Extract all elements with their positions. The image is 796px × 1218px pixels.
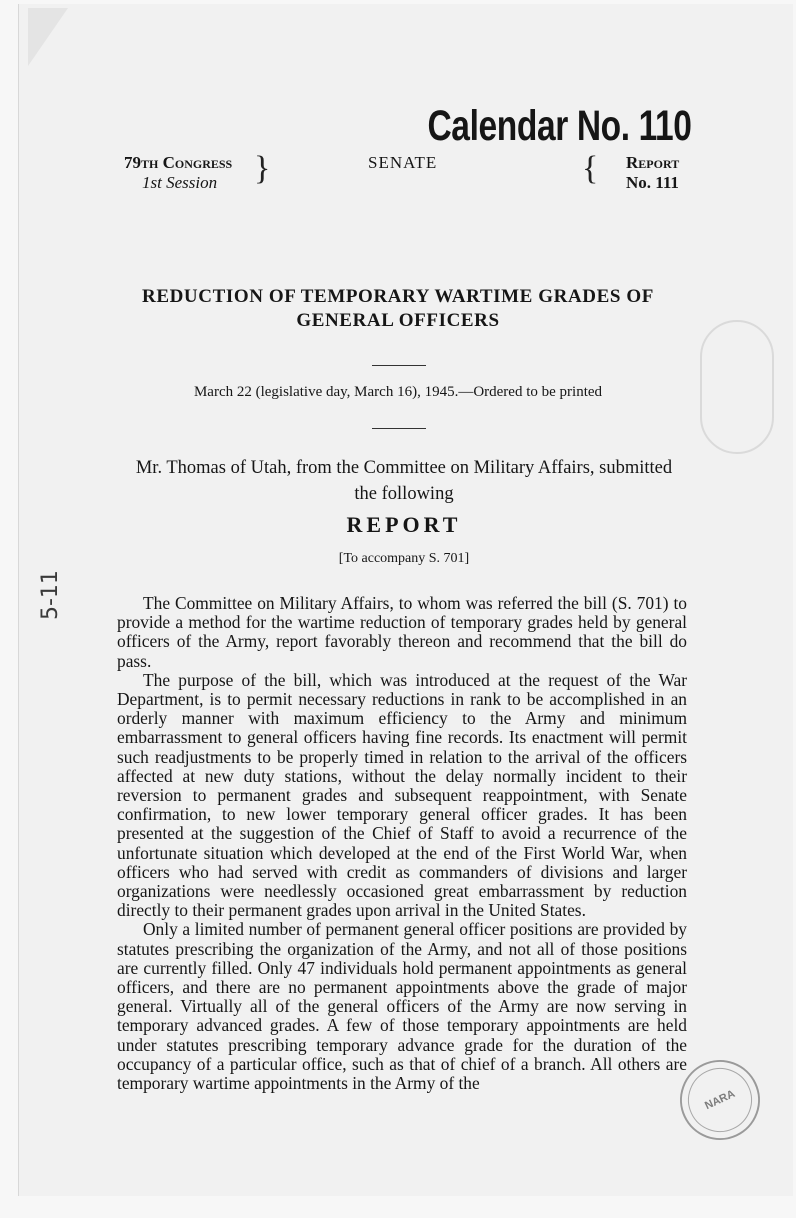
submitted-by: Mr. Thomas of Utah, from the Committee on Military Affairs, submitted the following <box>135 458 673 504</box>
right-brace: { <box>582 150 599 187</box>
report-label: Report <box>626 153 680 172</box>
report-number: No. 111 <box>626 173 679 192</box>
stamp-text: NARA <box>703 1087 737 1113</box>
report-body <box>117 594 687 1093</box>
dateline-rule <box>372 428 426 429</box>
accompany-note: [To accompany S. 701] <box>338 551 470 566</box>
handwritten-margin-note: 5-11 <box>38 570 63 620</box>
title-rule <box>372 365 426 366</box>
dateline: March 22 (legislative day, March 16), 1945.—Ordered to be printed <box>193 384 603 400</box>
folded-corner <box>28 8 68 66</box>
congress-label: 79th Congress <box>124 153 233 172</box>
left-brace: } <box>254 150 271 187</box>
document-title: REDUCTION OF TEMPORARY WARTIME GRADES OF GENERAL OFFICERS <box>142 286 654 331</box>
paragraph: Only a limited number of permanent general officer positions are provided by statutes prescribing the organization of the Army, and not all of those positions are currently filled. Only 47 individuals hold permanent appointments as general officers, and there are no permanent appointments above the grade of major general. Virtually all of the general officers of the Army are now serving in temporary advanced grades. A few of those temporary appointments are held under statutes prescribing temporary advance grade for the duration of the occupancy of a particular office, such as that of chief of a branch. All others are temporary wartime appointments in the Army of the <box>117 919 687 1094</box>
paragraph: The purpose of the bill, which was introduced at the request of the War Department, is to permit necessary reductions in rank to be accomplished in an orderly manner with maximum efficiency to the Army and minimum embarrassment to general officers having fine records. Its enactment will permit such readjustments to be properly timed in relation to the arrival of the officers affected at new duty stations, without the delay normally incident to their reversion to permanent grades and subsequent reappointment, with Senate confirmation, to new lower temporary general officer grades. It has been presented at the suggestion of the Chief of Staff to avoid a recurrence of the unfortunate situation which developed at the end of the First World War, when officers who had served with credit as commanders of divisions and larger organizations were needlessly occasioned great embarrassment by reduction directly to their permanent grades upon arrival in the United States. <box>117 669 687 921</box>
calendar-number: Calendar No. 110 <box>427 102 692 150</box>
session-label: 1st Session <box>142 173 218 192</box>
faint-bleed-stamp <box>700 320 774 454</box>
paragraph: The Committee on Military Affairs, to whom was referred the bill (S. 701) to provide a method for the wartime reduction of temporary grades held by general officers of the Army, report favorably thereon and recommend that the bill do pass. <box>117 593 687 671</box>
chamber-label: SENATE <box>368 153 438 172</box>
report-heading: REPORT <box>346 512 462 537</box>
